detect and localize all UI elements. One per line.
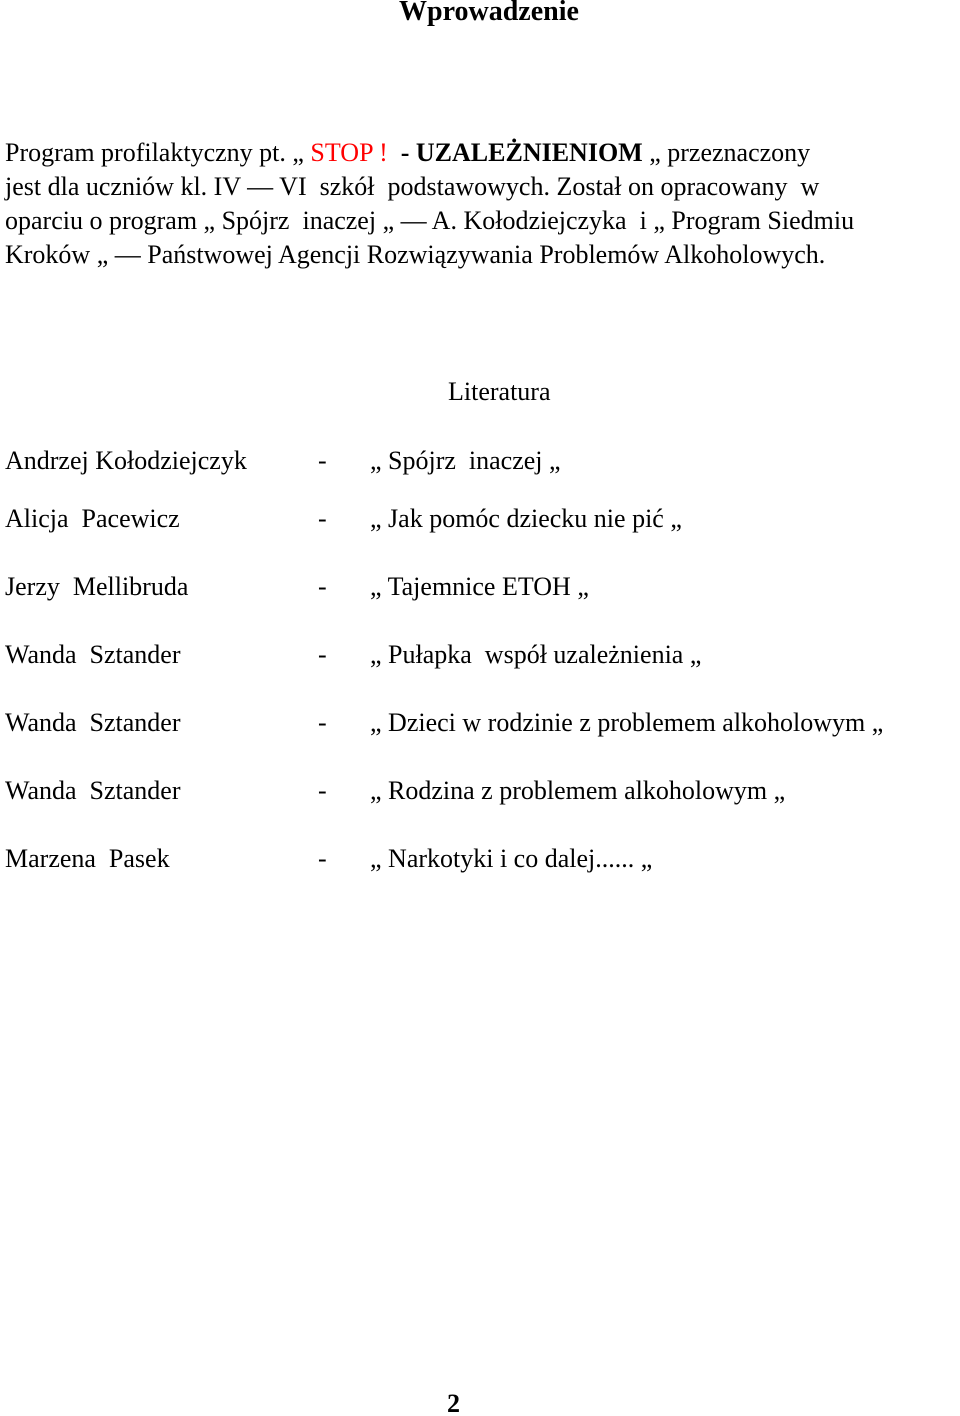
entry-author: Marzena Pasek xyxy=(5,844,170,873)
entry-separator: - xyxy=(318,504,327,533)
page-number: 2 xyxy=(447,1389,460,1416)
page-title: Wprowadzenie xyxy=(399,0,579,27)
literature-entry xyxy=(0,570,960,604)
intro-line-1 xyxy=(5,136,810,170)
literature-heading: Literatura xyxy=(448,377,551,406)
entry-separator: - xyxy=(318,446,327,475)
program-name-highlight: STOP ! xyxy=(310,138,388,167)
entry-title: „ Spójrz inaczej „ xyxy=(370,446,561,475)
entry-separator: - xyxy=(318,640,327,669)
literature-entry xyxy=(0,706,960,740)
intro-line-1-start: Program profilaktyczny pt. „ xyxy=(5,138,311,167)
entry-title: „ Jak pomóc dziecku nie pić „ xyxy=(370,504,682,533)
literature-entry xyxy=(0,774,960,808)
entry-separator: - xyxy=(318,776,327,805)
entry-separator: - xyxy=(318,708,327,737)
entry-separator: - xyxy=(318,572,327,601)
intro-line-3: oparciu o program „ Spójrz inaczej „ — A. Kołodziejczyka i „ Program Siedmiu xyxy=(5,206,855,235)
entry-author: Alicja Pacewicz xyxy=(5,504,180,533)
entry-author: Andrzej Kołodziejczyk xyxy=(5,446,247,475)
program-name-bold: - UZALEŻNIENIOM xyxy=(387,138,643,167)
intro-line-1-end: „ przeznaczony xyxy=(642,138,811,167)
literature-entry xyxy=(0,444,960,478)
entry-author: Wanda Sztander xyxy=(5,776,181,805)
literature-entry xyxy=(0,842,960,876)
entry-title: „ Narkotyki i co dalej...... „ xyxy=(370,844,653,873)
entry-title: „ Pułapka współ uzależnienia „ xyxy=(370,640,702,669)
entry-title: „ Tajemnice ETOH „ xyxy=(370,572,589,601)
entry-author: Wanda Sztander xyxy=(5,640,181,669)
entry-title: „ Rodzina z problemem alkoholowym „ xyxy=(370,776,786,805)
entry-author: Jerzy Mellibruda xyxy=(5,572,189,601)
entry-title: „ Dzieci w rodzinie z problemem alkoholowym „ xyxy=(370,708,884,737)
entry-separator: - xyxy=(318,844,327,873)
literature-entry xyxy=(0,502,960,536)
literature-entry xyxy=(0,638,960,672)
intro-line-4: Kroków „ — Państwowej Agencji Rozwiązywania Problemów Alkoholowych. xyxy=(5,240,826,269)
intro-line-2: jest dla uczniów kl. IV — VI szkół podstawowych. Został on opracowany w xyxy=(5,172,820,201)
entry-author: Wanda Sztander xyxy=(5,708,181,737)
